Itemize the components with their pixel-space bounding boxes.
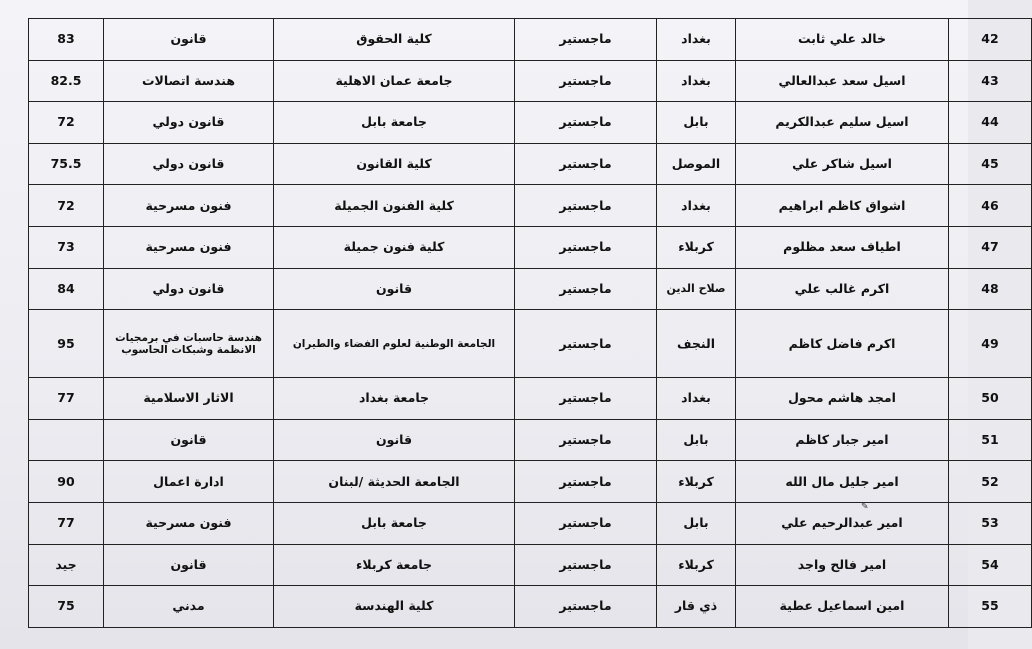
score-cell (29, 419, 104, 461)
table-row (29, 378, 1032, 420)
degree-cell: ماجستير (515, 19, 657, 61)
name-cell: امير فالح واجد (736, 544, 949, 586)
specialization-cell: هندسة اتصالات (104, 60, 274, 102)
specialization-cell: هندسة حاسبات في برمجيات الانظمة وشبكات الحاسوب (104, 310, 274, 378)
institution-cell: الجامعة الحديثة /لبنان (274, 461, 515, 503)
table-row (29, 310, 1032, 378)
name-cell: اشواق كاظم ابراهيم (736, 185, 949, 227)
degree-cell: ماجستير (515, 586, 657, 628)
institution-cell: قانون (274, 268, 515, 310)
row-number-cell: 52 (949, 461, 1032, 503)
row-number-cell: 54 (949, 544, 1032, 586)
score-cell: 75.5 (29, 143, 104, 185)
institution-cell: جامعة بغداد (274, 378, 515, 420)
table-body (29, 19, 1032, 628)
table-row (29, 544, 1032, 586)
province-cell: ذي قار (657, 586, 736, 628)
degree-cell: ماجستير (515, 503, 657, 545)
table-row (29, 143, 1032, 185)
score-cell: 72 (29, 185, 104, 227)
province-cell: بغداد (657, 185, 736, 227)
table-row (29, 461, 1032, 503)
score-cell: 95 (29, 310, 104, 378)
degree-cell: ماجستير (515, 461, 657, 503)
row-number-cell: 47 (949, 227, 1032, 269)
province-cell: الموصل (657, 143, 736, 185)
row-number-cell: 48 (949, 268, 1032, 310)
province-cell: كربلاء (657, 544, 736, 586)
name-cell: امين اسماعيل عطية (736, 586, 949, 628)
province-cell: بغداد (657, 378, 736, 420)
name-cell: اسيل سعد عبدالعالي (736, 60, 949, 102)
specialization-cell: قانون (104, 544, 274, 586)
table-row (29, 503, 1032, 545)
degree-cell: ماجستير (515, 143, 657, 185)
institution-cell: كلية الحقوق (274, 19, 515, 61)
specialization-cell: الاثار الاسلامية (104, 378, 274, 420)
row-number-cell: 45 (949, 143, 1032, 185)
province-cell: كربلاء (657, 227, 736, 269)
table-row (29, 185, 1032, 227)
table-row (29, 227, 1032, 269)
name-cell: اسيل سليم عبدالكريم (736, 102, 949, 144)
score-cell: 77 (29, 503, 104, 545)
row-number-cell: 43 (949, 60, 1032, 102)
score-cell: 83 (29, 19, 104, 61)
province-cell: كربلاء (657, 461, 736, 503)
name-cell: امير عبدالرحيم علي (736, 503, 949, 545)
specialization-cell: ادارة اعمال (104, 461, 274, 503)
province-cell: بغداد (657, 60, 736, 102)
name-cell: اكرم فاضل كاظم (736, 310, 949, 378)
institution-cell: قانون (274, 419, 515, 461)
specialization-cell: فنون مسرحية (104, 503, 274, 545)
specialization-cell: قانون دولي (104, 143, 274, 185)
degree-cell: ماجستير (515, 544, 657, 586)
degree-cell: ماجستير (515, 310, 657, 378)
institution-cell: جامعة بابل (274, 503, 515, 545)
score-cell: جيد (29, 544, 104, 586)
province-cell: النجف (657, 310, 736, 378)
score-cell: 82.5 (29, 60, 104, 102)
degree-cell: ماجستير (515, 419, 657, 461)
institution-cell: كلية الهندسة (274, 586, 515, 628)
row-number-cell: 51 (949, 419, 1032, 461)
row-number-cell: 42 (949, 19, 1032, 61)
row-number-cell: 46 (949, 185, 1032, 227)
institution-cell: جامعة بابل (274, 102, 515, 144)
institution-cell: جامعة كربلاء (274, 544, 515, 586)
name-cell: امير جبار كاظم (736, 419, 949, 461)
score-cell: 84 (29, 268, 104, 310)
degree-cell: ماجستير (515, 227, 657, 269)
province-cell: بابل (657, 503, 736, 545)
degree-cell: ماجستير (515, 60, 657, 102)
institution-cell: كلية فنون جميلة (274, 227, 515, 269)
province-cell: بابل (657, 102, 736, 144)
name-cell: امجد هاشم محول (736, 378, 949, 420)
province-cell: بغداد (657, 19, 736, 61)
specialization-cell: قانون (104, 19, 274, 61)
row-number-cell: 50 (949, 378, 1032, 420)
pen-mark: ✎ (861, 502, 869, 512)
name-cell: اسيل شاكر علي (736, 143, 949, 185)
specialization-cell: قانون دولي (104, 268, 274, 310)
degree-cell: ماجستير (515, 268, 657, 310)
applicants-table (28, 18, 1032, 628)
name-cell: خالد علي ثابت (736, 19, 949, 61)
row-number-cell: 55 (949, 586, 1032, 628)
table-row (29, 60, 1032, 102)
specialization-cell: مدني (104, 586, 274, 628)
province-cell: صلاح الدين (657, 268, 736, 310)
table-row (29, 586, 1032, 628)
table-row (29, 102, 1032, 144)
table-row (29, 19, 1032, 61)
table-row (29, 419, 1032, 461)
score-cell: 75 (29, 586, 104, 628)
institution-cell: كلية الفنون الجميلة (274, 185, 515, 227)
score-cell: 72 (29, 102, 104, 144)
name-cell: امير جليل مال الله (736, 461, 949, 503)
row-number-cell: 49 (949, 310, 1032, 378)
specialization-cell: فنون مسرحية (104, 227, 274, 269)
degree-cell: ماجستير (515, 378, 657, 420)
name-cell: اكرم غالب علي (736, 268, 949, 310)
specialization-cell: قانون دولي (104, 102, 274, 144)
specialization-cell: فنون مسرحية (104, 185, 274, 227)
score-cell: 90 (29, 461, 104, 503)
row-number-cell: 44 (949, 102, 1032, 144)
name-cell: اطياف سعد مظلوم (736, 227, 949, 269)
row-number-cell: 53 (949, 503, 1032, 545)
province-cell: بابل (657, 419, 736, 461)
specialization-cell: قانون (104, 419, 274, 461)
table-row (29, 268, 1032, 310)
institution-cell: الجامعة الوطنية لعلوم الفضاء والطيران (274, 310, 515, 378)
institution-cell: جامعة عمان الاهلية (274, 60, 515, 102)
score-cell: 73 (29, 227, 104, 269)
score-cell: 77 (29, 378, 104, 420)
degree-cell: ماجستير (515, 102, 657, 144)
degree-cell: ماجستير (515, 185, 657, 227)
institution-cell: كلية القانون (274, 143, 515, 185)
